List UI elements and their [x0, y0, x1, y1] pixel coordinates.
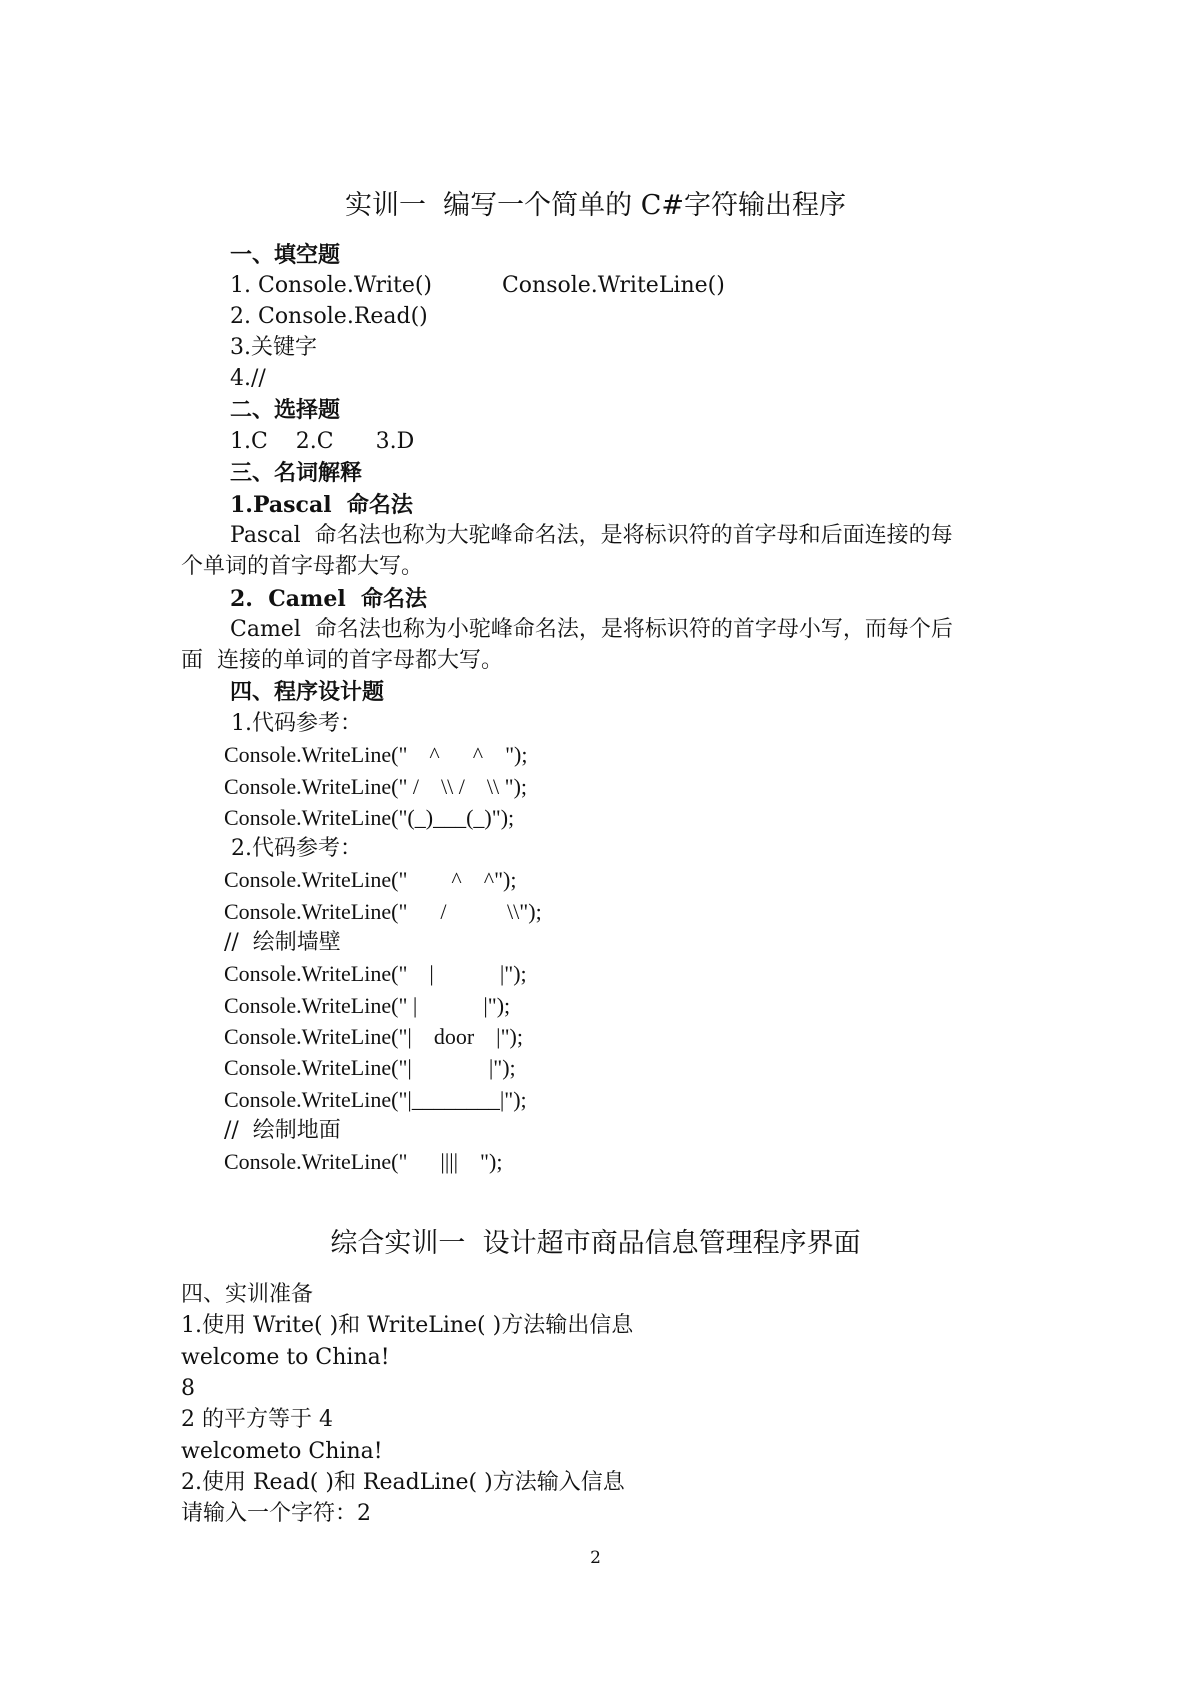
part2-answers: 1.C 2.C 3.D	[230, 429, 415, 454]
code-comment: // 绘制墙壁	[224, 930, 341, 955]
code-comment: // 绘制地面	[224, 1118, 341, 1143]
section2-line: 2 的平方等于 4	[181, 1407, 333, 1432]
section2-line: 8	[181, 1376, 195, 1401]
section2-line: welcome to China!	[181, 1345, 390, 1370]
code-ref-2: 2.代码参考：	[224, 836, 362, 861]
code-line: Console.WriteLine("(_)___(_)");	[224, 805, 515, 830]
code-line: Console.WriteLine("|________|");	[224, 1087, 527, 1112]
term2-line2: 面 连接的单词的首字母都大写。	[181, 648, 503, 673]
part1-heading: 一、填空题	[230, 242, 341, 268]
section2-line: 请输入一个字符：2	[181, 1501, 371, 1526]
section2-line: 1.使用 Write( )和 WriteLine( )方法输出信息	[181, 1313, 634, 1338]
code-line: Console.WriteLine(" / \\ / \\ ");	[224, 774, 528, 799]
term1-line1: Pascal 命名法也称为大驼峰命名法，是将标识符的首字母和后面连接的每	[230, 523, 953, 548]
term1-line2: 个单词的首字母都大写。	[181, 554, 424, 579]
part4-heading: 四、程序设计题	[230, 679, 385, 705]
section2-title: 综合实训一 设计超市商品信息管理程序界面	[330, 1228, 861, 1259]
section2-line: 四、实训准备	[181, 1282, 314, 1307]
code-line: Console.WriteLine("| door |");	[224, 1024, 523, 1049]
term2-line1: Camel 命名法也称为小驼峰命名法，是将标识符的首字母小写，而每个后	[230, 617, 953, 642]
page-number: 2	[590, 1548, 601, 1568]
part2-heading: 二、选择题	[230, 397, 341, 423]
code-line: Console.WriteLine("| |");	[224, 1055, 516, 1080]
section1-title: 实训一 编写一个简单的 C#字符输出程序	[344, 190, 847, 221]
section2-line: 2.使用 Read( )和 ReadLine( )方法输入信息	[181, 1470, 625, 1495]
code-line: Console.WriteLine(" | |");	[224, 993, 511, 1018]
code-line: Console.WriteLine(" ^ ^ ");	[224, 742, 528, 767]
term2-title: 2. Camel 命名法	[230, 586, 428, 612]
part1-item-4: 4.//	[230, 366, 266, 391]
code-line: Console.WriteLine(" |||| ");	[224, 1149, 503, 1174]
code-line: Console.WriteLine(" ^ ^");	[224, 867, 517, 892]
code-line: Console.WriteLine(" | |");	[224, 961, 527, 986]
part3-heading: 三、名词解释	[230, 460, 363, 486]
part1-item-3: 3.关键字	[230, 335, 317, 360]
part1-item-2: 2. Console.Read()	[230, 304, 428, 329]
term1-title: 1.Pascal 命名法	[230, 492, 413, 518]
part1-item-1: 1. Console.Write() Console.WriteLine()	[230, 273, 725, 298]
code-ref-1: 1.代码参考：	[224, 711, 362, 736]
code-line: Console.WriteLine(" / \\");	[224, 899, 542, 924]
section2-line: welcometo China!	[181, 1439, 383, 1464]
